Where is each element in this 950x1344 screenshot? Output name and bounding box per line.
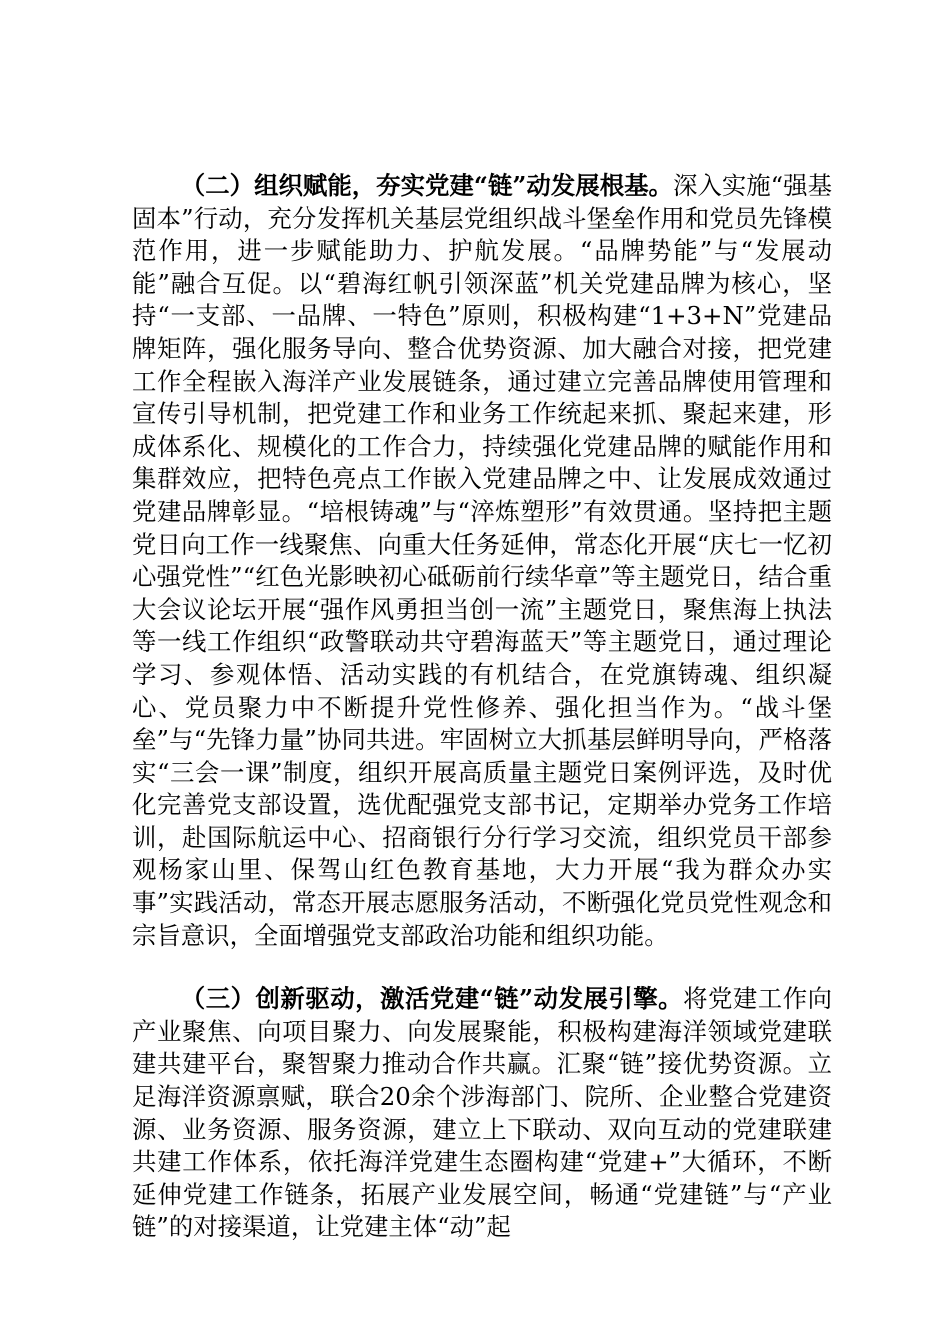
section-two-body: 深入实施“强基固本”行动，充分发挥机关基层党组织战斗堡垒作用和党员先锋模范作用，进一步赋能助力、护航发展。“品牌势能”与“发展动能”融合互促。以“碧海红帆引领深蓝”机关党建品牌为核心，坚持“一支部、一品牌、一特色”原则，积极构建“1+3+N”党建品牌矩阵，强化服务导向、整合优势资源、加大融合对接，把党建工作全程嵌入海洋产业发展链条，通过建立完善品牌使用管理和宣传引导机制，把党建工作和业务工作统起来抓、聚起来建，形成体系化、规模化的工作合力，持续强化党建品牌的赋能作用和集群效应，把特色亮点工作嵌入党建品牌之中、让发展成效通过党建品牌彰显。“培根铸魂”与“淬炼塑形”有效贯通。坚持把主题党日向工作一线聚焦、向重大任务延伸，常态化开展“庆七一忆初心强党性”“红色光影映初心砥砺前行续华章”等主题党日，结合重大会议论坛开展“强作风勇担当创一流”主题党日，聚焦海上执法等一线工作组织“政警联动共守碧海蓝天”等主题党日，通过理论学习、参观体悟、活动实践的有机结合，在党旗铸魂、组织凝心、党员聚力中不断提升党性修养、强化担当作为。“战斗堡垒”与“先锋力量”协同共进。牢固树立大抓基层鲜明导向，严格落实“三会一课”制度，组织开展高质量主题党日案例评选，及时优化完善党支部设置，选优配强党支部书记，定期举办党务工作培训，赴国际航运中心、招商银行分行学习交流，组织党员干部参观杨家山里、保驾山红色教育基地，大力开展“我为群众办实事”实践活动，常态开展志愿服务活动，不断强化党员党性观念和宗旨意识，全面增强党支部政治功能和组织功能。 — [132, 171, 832, 950]
section-three-body: 将党建工作向产业聚焦、向项目聚力、向发展聚能，积极构建海洋领域党建联建共建平台，聚智聚力推动合作共赢。汇聚“链”接优势资源。立足海洋资源禀赋，联合20余个涉海部门、院所、企业整合党建资源、业务资源、服务资源，建立上下联动、双向互动的党建联建共建工作体系，依托海洋党建生态圈构建“党建+”大循环，不断延伸党建工作链条，拓展产业发展空间，畅通“党建链”与“产业链”的对接渠道，让党建主体“动”起 — [132, 984, 832, 1242]
section-two-paragraph — [132, 170, 832, 952]
section-three-paragraph — [132, 983, 832, 1244]
section-three-heading: （三）创新驱动，激活党建“链”动发展引擎。 — [180, 984, 684, 1014]
section-two-heading: （二）组织赋能，夯实党建“链”动发展根基。 — [180, 171, 673, 200]
document-page — [132, 170, 832, 1244]
